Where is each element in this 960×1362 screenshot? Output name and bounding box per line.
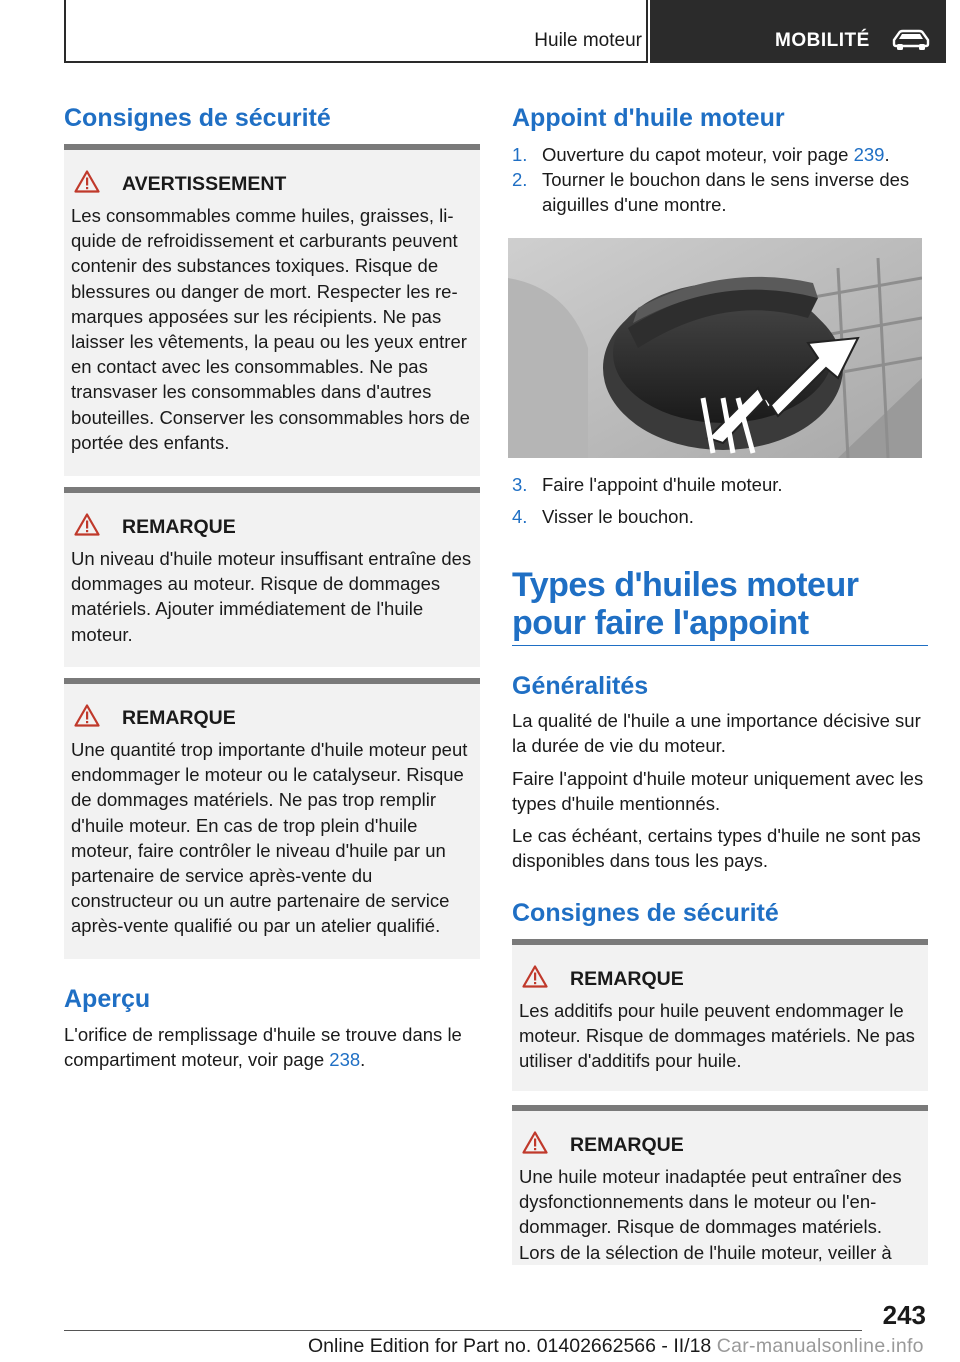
warning-triangle-icon — [71, 513, 122, 542]
note-text: Les additifs pour huile peuvent endommager le moteur. Risque de dommages matériels. Ne pas utiliser d'additifs pour huile. — [519, 1000, 915, 1072]
oil-cap-photo — [508, 238, 922, 458]
warning-triangle-icon — [519, 965, 570, 994]
note-label: REMARQUE — [122, 707, 236, 729]
page-link[interactable]: 238 — [329, 1049, 361, 1071]
note-label: REMARQUE — [570, 1134, 684, 1156]
heading-underline — [512, 645, 928, 646]
warning-triangle-icon — [71, 704, 122, 733]
section-heading-safety: Consignes de sécurité — [64, 104, 331, 132]
note-box — [64, 678, 480, 959]
note-label: REMARQUE — [122, 516, 236, 538]
warning-label: AVERTISSEMENT — [122, 173, 287, 195]
warning-triangle-icon — [71, 170, 122, 199]
car-icon — [890, 28, 932, 57]
header-section-title: Huile moteur — [534, 30, 642, 51]
section-heading-safety: Consignes de sécurité — [512, 899, 779, 927]
section-heading-overview: Aperçu — [64, 985, 151, 1013]
section-heading-topup: Appoint d'huile moteur — [512, 104, 785, 132]
footer-watermark[interactable]: Car-manualsonline.info — [716, 1335, 924, 1357]
steps-list-1 — [512, 142, 928, 218]
note-box — [64, 487, 480, 667]
general-paragraph: Faire l'appoint d'huile moteur uniquement avec les types d'huile mentionnés. — [512, 768, 924, 815]
note-box — [512, 939, 928, 1091]
steps-list-2 — [512, 472, 928, 529]
warning-triangle-icon — [519, 1131, 570, 1160]
overview-paragraph: L'orifice de remplissage d'huile se trouve dans le compartiment moteur, voir page 238. — [64, 1024, 462, 1071]
general-paragraph: Le cas échéant, certains types d'huile ne sont pas disponibles dans tous les pays. — [512, 825, 921, 872]
warning-box — [64, 144, 480, 476]
chapter-heading-oil-types: Types d'huiles moteur pour faire l'appoint — [512, 566, 859, 642]
list-item: 4. Visser le bouchon. — [512, 506, 694, 528]
section-heading-general: Généralités — [512, 672, 649, 700]
note-box — [512, 1105, 928, 1265]
note-text: Un niveau d'huile moteur insuffisant entraîne des dommages au moteur. Risque de dommages matériels. Ajouter immédiatement de l'huile moteur. — [71, 548, 472, 645]
page-link[interactable]: 239 — [853, 144, 885, 165]
list-item: 2. Tourner le bouchon dans le sens inverse des aiguilles d'une montre. — [512, 169, 910, 216]
note-text: Une huile moteur inadaptée peut entraîner des dysfonctionnements dans le moteur ou l'endommager. Risque de dommages matériels. Lors de la sélection de l'huile moteur, veiller à — [519, 1166, 902, 1263]
list-item: 1. Ouverture du capot moteur, voir page 239. — [512, 144, 890, 165]
footer-rule — [64, 1330, 862, 1331]
page-number: 243 — [882, 1300, 926, 1330]
list-item: 3. Faire l'appoint d'huile moteur. — [512, 474, 783, 495]
header-chapter-tab[interactable] — [650, 0, 946, 63]
note-label: REMARQUE — [570, 968, 684, 990]
general-paragraph: La qualité de l'huile a une importance décisive sur la durée de vie du moteur. — [512, 710, 921, 757]
footer-edition: Online Edition for Part no. 01402662566 - II/18 Car-manualsonline.info — [308, 1335, 924, 1357]
warning-text: Les consommables comme huiles, graisses, liquide de refroidissement et carburants peuvent contenir des substances toxiques. Risque de blessures ou danger de mort. Respecter les remarques apposées sur les récipients. Ne pas laisser les vêtements, la peau ou les yeux entrer en contact avec les consommables. Ne pas transvaser les consommables dans d'autres bouteilles. Conserver les consommables hors de portée des enfants. — [71, 205, 470, 453]
note-text: Une quantité trop importante d'huile moteur peut endommager le moteur ou le catalyseur. Risque de dommages matériels. Ne pas trop remplir d'huile moteur. En cas de trop plein d'huile moteur, faire contrôler le niveau d'huile par un partenaire de service après-vente du constructeur ou un autre partenaire de service après-vente qualifié ou par un atelier qualifié. — [71, 739, 468, 937]
header-chapter-label: MOBILITÉ — [775, 30, 870, 51]
